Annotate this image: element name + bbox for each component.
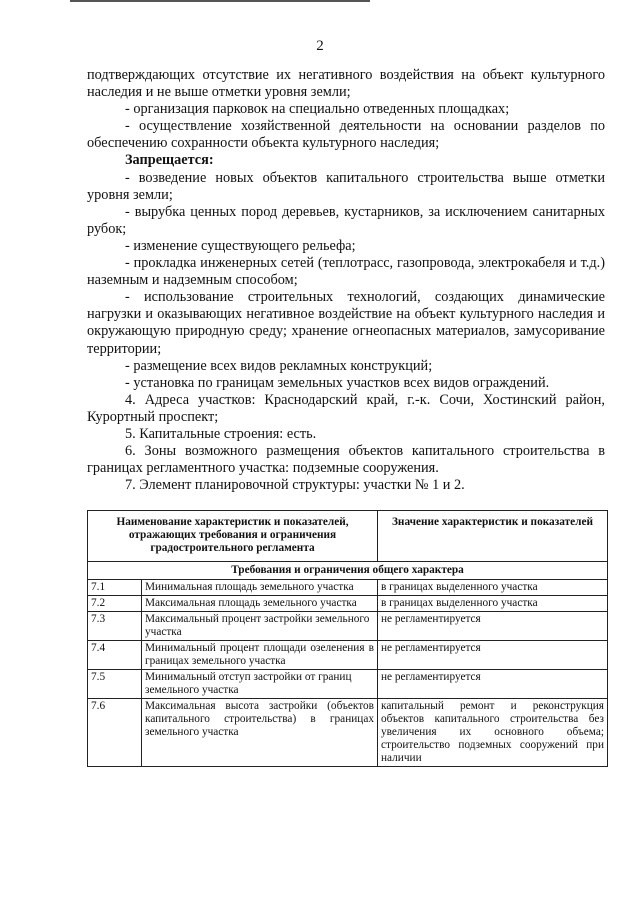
row-number: 7.1 xyxy=(88,580,142,596)
row-number: 7.5 xyxy=(88,670,142,699)
regulations-table xyxy=(87,510,608,767)
row-number: 7.4 xyxy=(88,641,142,670)
paragraph: - организация парковок на специально отведенных площадках; xyxy=(125,101,510,118)
row-value: не регламентируется xyxy=(378,641,608,670)
paragraph: - изменение существующего рельефа; xyxy=(125,237,356,254)
section-row xyxy=(88,562,608,580)
prohibited-heading: Запрещается: xyxy=(125,152,214,169)
paragraph: - возведение новых объектов капитального строительства выше отметки уровня земли; xyxy=(87,169,605,203)
row-value: не регламентируется xyxy=(378,670,608,699)
document-body xyxy=(87,67,605,494)
paragraph: - использование строительных технологий, создающих динамические нагрузки и оказывающих негативное воздействие на объект культурного наследия и окружающую природную среду; хранение огнеопасных материалов, замусоривание территории; xyxy=(87,289,605,357)
paragraph: - осуществление хозяйственной деятельности на основании разделов по обеспечению сохранности объекта культурного наследия; xyxy=(87,118,605,152)
table-row xyxy=(88,641,608,670)
table-row xyxy=(88,670,608,699)
row-name: Минимальный процент площади озеленения в границах земельного участка xyxy=(142,641,378,670)
table-row xyxy=(88,596,608,612)
row-number: 7.3 xyxy=(88,612,142,641)
row-value: не регламентируется xyxy=(378,612,608,641)
paragraph: 7. Элемент планировочной структуры: участки № 1 и 2. xyxy=(125,477,465,494)
header-cell-values: Значение характеристик и показателей xyxy=(378,511,608,562)
top-border-line xyxy=(70,0,370,2)
paragraph: 5. Капитальные строения: есть. xyxy=(125,425,317,442)
row-name: Максимальный процент застройки земельного участка xyxy=(142,612,378,641)
table-header-row xyxy=(88,511,608,562)
header-cell-characteristics: Наименование характеристик и показателей, отражающих требования и ограничения градостроительного регламента xyxy=(88,511,378,562)
paragraph: - вырубка ценных пород деревьев, кустарников, за исключением санитарных рубок; xyxy=(87,203,605,237)
row-value: в границах выделенного участка xyxy=(378,580,608,596)
row-number: 7.6 xyxy=(88,699,142,767)
section-title: Требования и ограничения общего характера xyxy=(88,562,608,580)
row-name: Минимальная площадь земельного участка xyxy=(142,580,378,596)
row-value: капитальный ремонт и реконструкция объектов капитального строительства без увеличения их основного объема; строительство подземных сооружений при наличии xyxy=(378,699,608,767)
row-name: Максимальная высота застройки (объектов капитального строительства) в границах земельного участка xyxy=(142,699,378,767)
paragraph: подтверждающих отсутствие их негативного воздействия на объект культурного наследия и не выше отметки уровня земли; xyxy=(87,67,605,101)
table-row xyxy=(88,699,608,767)
paragraph: - установка по границам земельных участков всех видов ограждений. xyxy=(125,374,550,391)
address-paragraph: 4. Адреса участков: Краснодарский край, г.-к. Сочи, Хостинский район, Курортный проспект; xyxy=(87,391,605,425)
paragraph: - прокладка инженерных сетей (теплотрасс, газопровода, электрокабеля и т.д.) наземным и надземным способом; xyxy=(87,255,605,289)
row-name: Минимальный отступ застройки от границ земельного участка xyxy=(142,670,378,699)
paragraph: 6. Зоны возможного размещения объектов капитального строительства в границах регламентного участка: подземные сооружения. xyxy=(87,443,605,477)
row-name: Максимальная площадь земельного участка xyxy=(142,596,378,612)
table-row xyxy=(88,580,608,596)
page-number: 2 xyxy=(316,38,324,54)
table-row xyxy=(88,612,608,641)
row-value: в границах выделенного участка xyxy=(378,596,608,612)
row-number: 7.2 xyxy=(88,596,142,612)
paragraph: - размещение всех видов рекламных конструкций; xyxy=(125,357,433,374)
